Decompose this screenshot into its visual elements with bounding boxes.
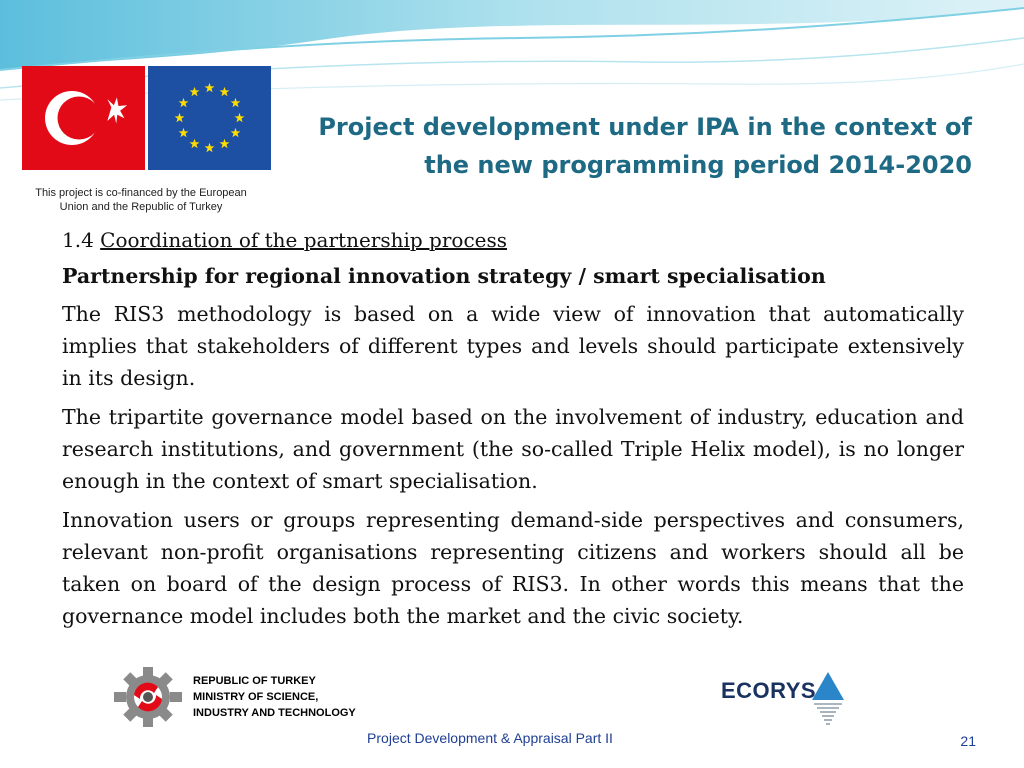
eu-star [205,143,215,152]
cofinance-line-2: Union and the Republic of Turkey [59,201,223,213]
ministry-name [193,673,413,721]
page-number: 21 [960,733,976,749]
paragraph-triple-helix: The tripartite governance model based on the involvement of industry, education and research institutions, and government (the so-called Triple Helix model), is no longer enough in the context of smart specialisation. [62,405,964,493]
slide-body [62,224,964,639]
slide-title [280,108,972,184]
ministry-line-2: MINISTRY OF SCIENCE, [193,691,319,703]
cofinance-note [10,186,272,214]
triangle-logo-icon [808,670,848,730]
slide-title-line-2: the new programming period 2014-2020 [424,151,972,179]
footer-caption: Project Development & Appraisal Part II [367,730,613,746]
slide-title-line-1: Project development under IPA in the context of [318,113,972,141]
eu-star [175,113,185,122]
eu-star [205,83,215,92]
bold-heading: Partnership for regional innovation strategy / smart specialisation [62,264,826,288]
ministry-line-3: INDUSTRY AND TECHNOLOGY [193,707,356,719]
ecorys-wordmark: ECORYS [721,678,817,703]
eu-star [190,87,200,96]
paragraph-ris3: The RIS3 methodology is based on a wide view of innovation that automatically implies that stakeholders of different types and levels should participate extensively in its design. [62,302,964,390]
eu-star [190,139,200,148]
eu-star [220,87,230,96]
section-number: 1.4 [62,228,94,252]
paragraph-innovation-users: Innovation users or groups representing demand-side perspectives and consumers, relevant non-profit organisations representing citizens and workers should all be taken on board of the design process of RIS3. In other words this means that the governance model includes both the market and the civic society. [62,508,964,628]
eu-flag-icon [148,66,271,170]
section-title: Coordination of the partnership process [100,228,508,252]
turkey-flag-icon [22,66,145,170]
eu-star [179,98,189,107]
eu-star [220,139,230,148]
eu-star [231,98,241,107]
ministry-line-1: REPUBLIC OF TURKEY [193,675,316,687]
cofinance-line-1: This project is co-financed by the European [35,187,247,199]
eu-star [231,128,241,137]
section-heading [62,224,964,256]
eu-star [235,113,245,122]
gear-logo-icon [106,666,192,728]
eu-star [179,128,189,137]
